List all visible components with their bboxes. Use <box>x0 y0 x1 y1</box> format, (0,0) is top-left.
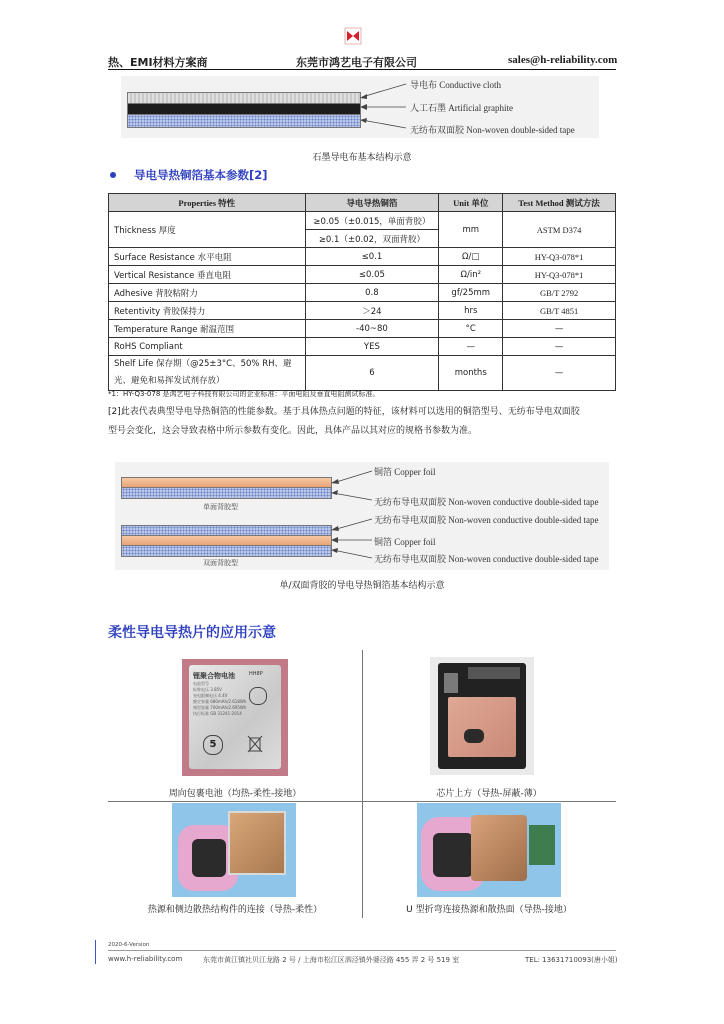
method-temperature: — <box>503 320 616 338</box>
table-row <box>109 212 616 230</box>
prop-temperature: Temperature Range 耐温范围 <box>109 320 306 338</box>
unit-shelf-life: months <box>439 356 503 391</box>
prop-shelf-life-line2: 光、避免和易挥发试剂存放） <box>114 376 225 386</box>
fig1-label-graphite: 人工石墨 Artificial graphite <box>410 103 513 113</box>
section-title-applications: 柔性导电导热片的应用示意 <box>108 625 276 641</box>
method-retentivity: GB/T 4851 <box>503 302 616 320</box>
double-tape-bottom-layer <box>121 545 332 557</box>
note-paragraph-line1: [2]此表代表典型导电导热铜箔的性能参数。基于具体热点问题的特征，该材料可以选用的铜箔型号、无纺布导电双面胶 <box>108 407 580 417</box>
copper-foil-patch <box>448 697 516 757</box>
app-caption-battery: 周向包裹电池（均热-柔性-接地） <box>168 789 302 799</box>
battery-spec-line: 标称电压 3.85V <box>193 687 222 692</box>
header-rule <box>108 69 616 70</box>
unit-adhesive: gf/25mm <box>439 284 503 302</box>
table-row <box>109 248 616 266</box>
unit-thickness: mm <box>439 212 503 248</box>
value-rohs: YES <box>305 338 439 356</box>
unit-vertical-resistance: Ω/in² <box>439 266 503 284</box>
prop-adhesive: Adhesive 背胶粘附力 <box>109 284 306 302</box>
battery-spec-block <box>193 681 246 717</box>
pcb-board <box>438 663 526 769</box>
fig1-label-cloth: 导电布 Conductive cloth <box>410 80 501 90</box>
value-retentivity: ＞24 <box>305 302 439 320</box>
pcb-photo <box>430 657 534 775</box>
weee-bin-icon <box>247 735 263 753</box>
battery-title-text: 锂聚合物电池 <box>193 672 235 680</box>
header-properties: Properties 特性 <box>109 194 306 212</box>
fig1-arrows <box>340 76 410 138</box>
grid-divider-vertical <box>362 650 363 918</box>
battery-spec-line: 额定容量 680mAh/2.618Wh <box>193 699 247 704</box>
copper-foil-piece <box>228 811 286 875</box>
single-type-label: 单面背胶型 <box>203 503 238 511</box>
copper-foil-cutout <box>464 729 484 743</box>
grid-divider-horizontal <box>108 801 616 802</box>
pcb-component <box>444 673 458 693</box>
value-vertical-resistance: ≤0.05 <box>305 266 439 284</box>
header-unit: Unit 单位 <box>439 194 503 212</box>
header-left: 热、EMI材料方案商 <box>108 56 208 69</box>
value-surface-resistance: ≤0.1 <box>305 248 439 266</box>
header-product: 导电导热铜箔 <box>305 194 439 212</box>
table-footnote: *1：HY-Q3-078 是鸿艺电子科技有限公司的企业标准：平面电阻及垂直电阻测试标准。 <box>108 390 380 398</box>
parameter-table <box>108 193 616 391</box>
battery-spec-line: 充电限制电压 4.4V <box>193 693 228 698</box>
value-shelf-life: 6 <box>305 356 439 391</box>
value-thickness-single: ≥0.05（±0.015，单面背胶） <box>305 212 439 230</box>
method-shelf-life: — <box>503 356 616 391</box>
footer-address: 东莞市黄江镇社贝江龙路 2 号 / 上海市松江区泗泾镇外婆泾路 455 弄 2 号 519 室 <box>203 956 460 964</box>
battery-spec-line: 典型容量 700mAh/2.695Wh <box>193 705 247 710</box>
fig1-caption: 石墨导电布基本结构示意 <box>312 153 412 163</box>
unit-retentivity: hrs <box>439 302 503 320</box>
value-adhesive: 0.8 <box>305 284 439 302</box>
bullet-dot <box>110 172 116 178</box>
prop-shelf-life <box>109 356 306 391</box>
nonwoven-tape-layer <box>127 114 361 128</box>
fig2-caption: 单/双面背胶的导电导热铜箔基本结构示意 <box>279 581 445 591</box>
table-row <box>109 338 616 356</box>
recycle-icon <box>249 687 267 705</box>
footer-website[interactable]: www.h-reliability.com <box>108 955 183 963</box>
battery-spec-line: 执行标准 GB 31241-2014 <box>193 711 242 716</box>
pcb-component <box>468 667 520 679</box>
app-caption-chip: 芯片上方（导热-屏蔽-薄） <box>436 789 542 799</box>
watch-internal-photo-1 <box>172 803 296 897</box>
method-adhesive: GB/T 2792 <box>503 284 616 302</box>
prop-vertical-resistance: Vertical Resistance 垂直电阻 <box>109 266 306 284</box>
footer-accent-bar <box>95 940 96 964</box>
table-row <box>109 284 616 302</box>
table-row <box>109 356 616 391</box>
fig2-label-tape-single: 无纺布导电双面胶 Non-woven conductive double-sided tape <box>374 497 599 507</box>
housing-cavity <box>192 839 226 877</box>
method-rohs: — <box>503 338 616 356</box>
prop-shelf-life-line1: Shelf Life 保存期（@25±3°C、50% RH、避 <box>114 359 292 369</box>
housing-cavity <box>433 833 473 877</box>
circuit-board <box>529 825 555 865</box>
footer-rule <box>108 950 616 951</box>
company-logo <box>344 27 362 45</box>
fig2-arrows <box>330 462 376 570</box>
watch-internal-photo-2 <box>417 803 561 897</box>
method-vertical-resistance: HY-Q3-078*1 <box>503 266 616 284</box>
note-paragraph-line2: 型号会变化，这会导致表格中所示参数有变化。因此，具体产品以其对应的规格书参数为准。 <box>108 426 478 436</box>
unit-temperature: °C <box>439 320 503 338</box>
unit-rohs: — <box>439 338 503 356</box>
prop-retentivity: Retentivity 背胶保持力 <box>109 302 306 320</box>
method-surface-resistance: HY-Q3-078*1 <box>503 248 616 266</box>
value-temperature: -40~80 <box>305 320 439 338</box>
header-method: Test Method 测试方法 <box>503 194 616 212</box>
battery-spec-line: 电池型号 <box>193 681 209 686</box>
section-title-params: 导电导热铜箔基本参数[2] <box>134 168 268 182</box>
header-email: sales@h-reliability.com <box>508 54 618 66</box>
app-caption-u-fold: U 型折弯连接热源和散热面（导热-接地） <box>406 905 572 915</box>
battery-wrap <box>189 665 281 769</box>
u-folded-copper-foil <box>471 815 527 881</box>
fig2-label-tape-double-bottom: 无纺布导电双面胶 Non-woven conductive double-sided tape <box>374 554 599 564</box>
header-company: 东莞市鸿艺电子有限公司 <box>296 56 417 69</box>
footer-version: 2020-6-Version <box>108 942 150 948</box>
prop-thickness: Thickness 厚度 <box>109 212 306 248</box>
double-type-label: 双面背胶型 <box>203 559 238 567</box>
table-row <box>109 302 616 320</box>
fig2-label-copper-double: 铜箔 Copper foil <box>374 537 436 547</box>
fig2-label-copper-single: 铜箔 Copper foil <box>374 467 436 477</box>
app-caption-heat-source: 热源和侧边散热结构件的连接（导热-柔性） <box>147 905 323 915</box>
fig1-label-tape: 无纺布双面胶 Non-woven double-sided tape <box>410 125 575 135</box>
table-row <box>109 320 616 338</box>
prop-surface-resistance: Surface Resistance 水平电阻 <box>109 248 306 266</box>
battery-photo <box>182 659 288 776</box>
method-thickness: ASTM D374 <box>503 212 616 248</box>
value-thickness-double: ≥0.1（±0.02，双面背胶） <box>305 230 439 248</box>
table-header-row <box>109 194 616 212</box>
unit-surface-resistance: Ω/□ <box>439 248 503 266</box>
battery-code-text: HH8P <box>249 671 263 677</box>
single-tape-layer <box>121 487 332 499</box>
table-row <box>109 266 616 284</box>
epup-icon: 5 <box>203 735 223 755</box>
prop-rohs: RoHS Compliant <box>109 338 306 356</box>
footer-phone: TEL: 13631710093(唐小姐) <box>525 956 618 964</box>
fig2-label-tape-double-top: 无纺布导电双面胶 Non-woven conductive double-sided tape <box>374 515 599 525</box>
